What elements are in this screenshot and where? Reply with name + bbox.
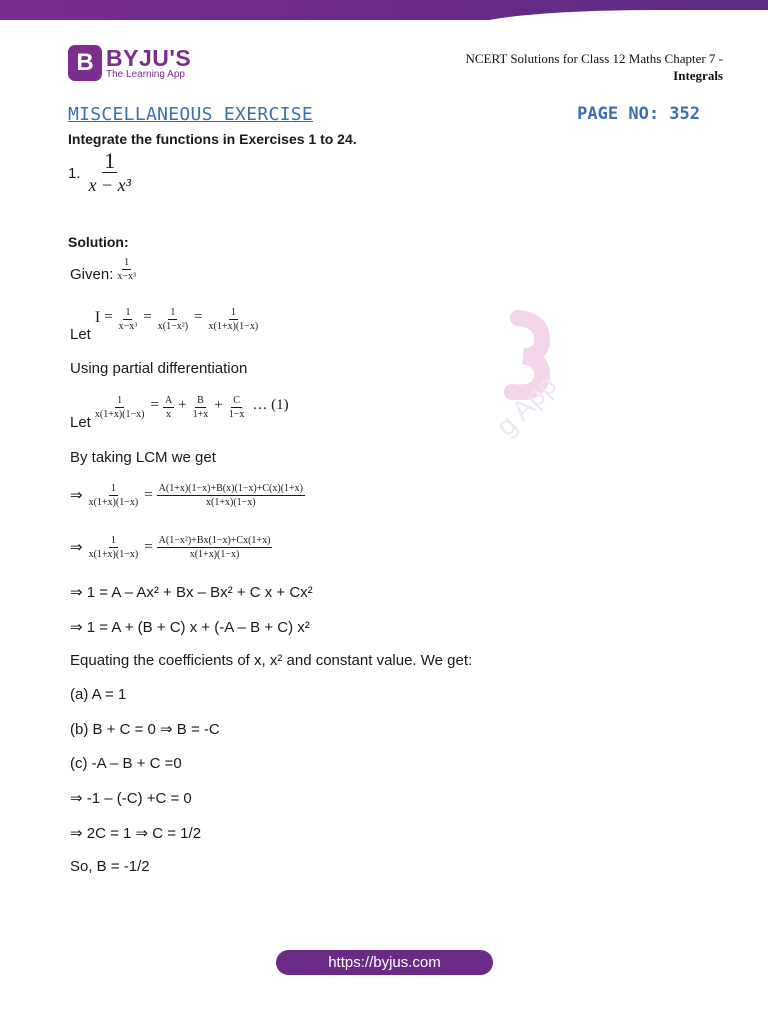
let-label: Let [70,326,91,343]
equation-tag: … (1) [252,397,289,413]
let2-a [163,394,174,421]
eq2-rhs [157,534,273,561]
let2-c [227,394,247,421]
logo-name: BYJU'S [106,44,192,71]
document-title-line1: NCERT Solutions for Class 12 Maths Chapter 7 - [465,51,723,66]
step-e: ⇒ 2C = 1 ⇒ C = 1/2 [70,825,202,842]
let2-b [191,394,211,421]
question-fraction [87,150,134,197]
step-c: (c) -A – B + C =0 [70,755,182,772]
den: x(1−x²) [157,321,189,332]
num: A(1+x)(1−x)+B(x)(1−x)+C(x)(1+x) [158,483,304,494]
document-title [465,50,723,84]
den: 1−x [228,409,245,420]
num: A [164,395,173,406]
num: 1 [117,395,123,406]
equation-2: ⇒ $\frac{1}{x(1+x)(1-x)}$ = $\frac{\text{A(1−x²)+Bx(1−x)+Cx(1+x)}}{x(1+x)(1-x)}$ [70,535,271,560]
num: 1 [110,483,116,494]
let-I-line: Let I = $\frac{1}{\text{x−x³}}$ = $\frac{1}{\text{x(1−x²)}}$ = $\frac{1}{x(1+x)(1-x)}$ [70,307,259,343]
den: x−x³ [118,321,138,332]
den: x(1+x)(1−x) [189,549,240,560]
step-d: ⇒ -1 – (-C) +C = 0 [70,790,192,807]
num: 1 [230,307,236,318]
let2-lhs [93,394,147,421]
num: 1 [110,535,116,546]
page-number: PAGE NO: 352 [577,104,700,124]
step-a: (a) A = 1 [70,686,127,703]
num: B [197,395,204,406]
question-1 [68,150,133,197]
given-label: Given: [70,266,114,283]
den: x(1+x)(1−x) [206,497,256,508]
partial-text: Using partial differentiation [70,360,248,377]
footer-url[interactable]: https://byjus.com [276,950,493,975]
let-label: Let [70,414,91,431]
given-fraction [115,256,138,283]
equating-text: Equating the coefficients of x, x² and constant value. We get: [70,652,473,669]
eq2-lhs [87,534,141,561]
step-f: So, B = -1/2 [70,858,150,875]
given-line [70,256,138,283]
let1-fraction-1 [117,306,140,333]
den: x(1+x)(1−x) [88,549,139,560]
group-line: ⇒ 1 = A + (B + C) x + (-A – B + C) x² [70,619,310,636]
den: x(1+x)(1−x) [208,321,259,332]
question-denominator: x − x³ [88,175,132,195]
document-title-line2: Integrals [673,68,723,83]
num: C [233,395,240,406]
section-heading: MISCELLANEOUS EXERCISE [68,104,314,125]
lcm-text: By taking LCM we get [70,449,216,466]
given-numerator: 1 [124,257,130,268]
given-denominator: x−x³ [117,271,136,282]
integral-I: I [94,308,101,326]
question-numerator: 1 [104,148,116,173]
question-number: 1. [68,165,81,182]
expand-line: ⇒ 1 = A – Ax² + Bx – Bx² + C x + Cx² [70,584,313,601]
let1-fraction-2 [156,306,190,333]
step-b: (b) B + C = 0 ⇒ B = -C [70,721,220,738]
num: 1 [170,307,176,318]
eq1-lhs [87,482,141,509]
num: 1 [125,307,131,318]
den: x [166,409,172,420]
eq1-rhs [157,482,305,509]
let1-fraction-3 [207,306,261,333]
logo-mark: B [68,45,102,81]
byjus-logo [68,45,191,81]
logo-tagline: The Learning App [106,68,185,80]
let-partial-line: Let $\frac{1}{x(1+x)(1-x)}$ = $\frac{A}{x}$ + $\frac{B}{1+x}$ + $\frac{C}{1-x}$ … (1) [70,395,289,431]
instruction: Integrate the functions in Exercises 1 to 24. [68,131,357,147]
num: A(1−x²)+Bx(1−x)+Cx(1+x) [158,535,271,546]
watermark-text: g App [490,369,563,442]
solution-label: Solution: [68,234,129,250]
den: x(1+x)(1−x) [88,497,139,508]
den: 1+x [192,409,209,420]
equation-1: ⇒ $\frac{1}{x(1+x)(1-x)}$ = $\frac{A(1+x)(1-x)+B(x)(1-x)+C(x)(1+x)}{x(1+x)(1-x)}$ [70,483,304,508]
den: x(1+x)(1−x) [94,409,145,420]
